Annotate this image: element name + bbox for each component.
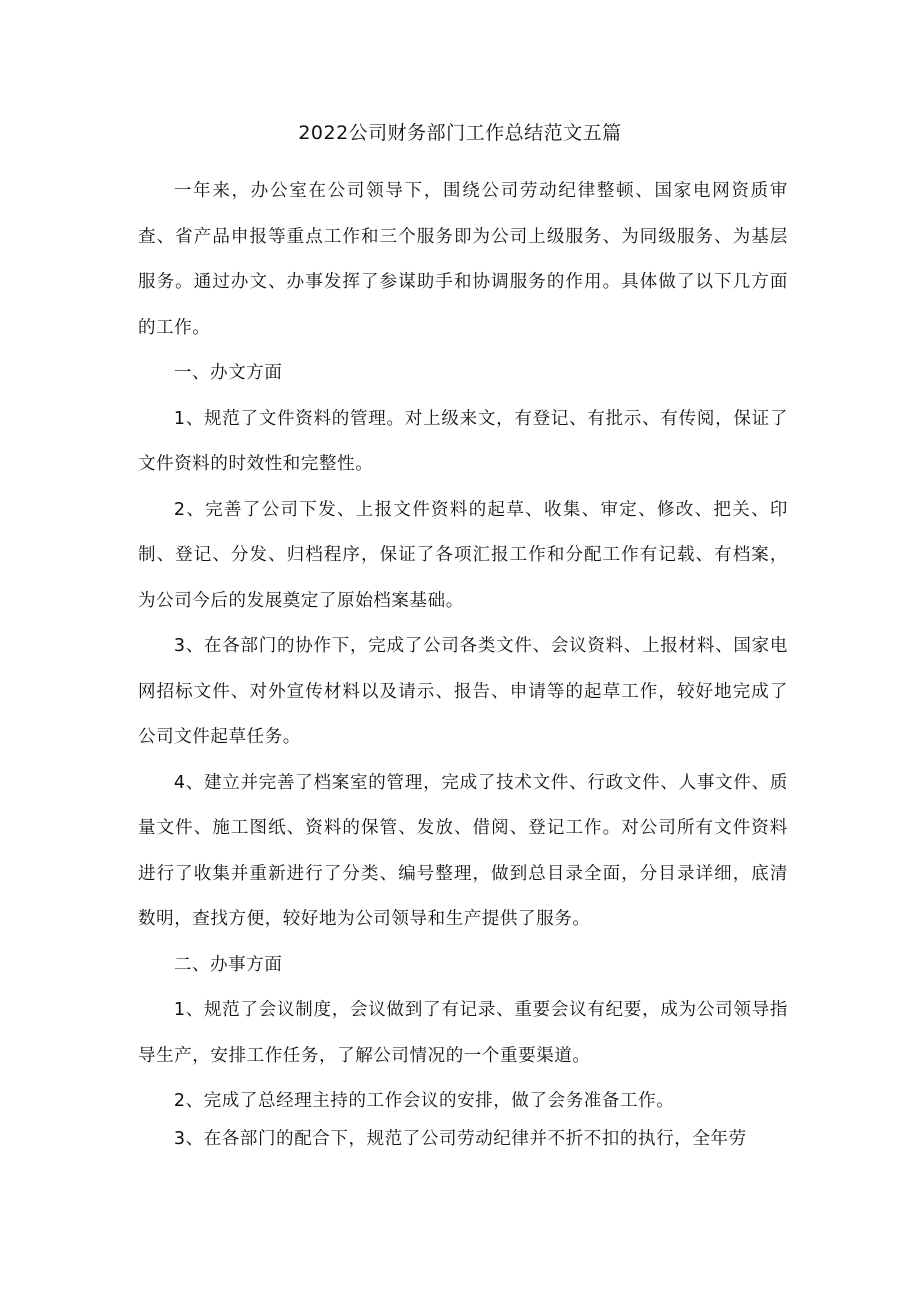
document-title: 2022公司财务部门工作总结范文五篇 [298,122,622,144]
intro-paragraph: 一年来，办公室在公司领导下，围绕公司劳动纪律整顿、国家电网资质审查、省产品申报等重点工作和三个服务即为公司上级服务、为同级服务、为基层服务。通过办文、办事发挥了参谋助手和协调服务的作用。具体做了以下几方面的工作。 [138,181,788,338]
section-heading-office-affairs: 二、办事方面 [173,954,283,975]
section1-item-1: 1、规范了文件资料的管理。对上级来文，有登记、有批示、有传阅，保证了文件资料的时效性和完整性。 [138,408,788,474]
section2-item-3: 3、在各部门的配合下，规范了公司劳动纪律并不折不扣的执行，全年劳 [173,1128,747,1149]
section-heading-office-documents: 一、办文方面 [173,363,283,383]
section1-item-2: 2、完善了公司下发、上报文件资料的起草、收集、审定、修改、把关、印制、登记、分发、归档程序，保证了各项汇报工作和分配工作有记载、有档案，为公司今后的发展奠定了原始档案基础。 [138,499,788,611]
section1-item-3: 3、在各部门的协作下，完成了公司各类文件、会议资料、上报材料、国家电网招标文件、对外宣传材料以及请示、报告、申请等的起草工作，较好地完成了公司文件起草任务。 [138,636,788,747]
document-body [138,169,788,1162]
section2-item-1: 1、规范了会议制度，会议做到了有记录、重要会议有纪要，成为公司领导指导生产，安排工作任务，了解公司情况的一个重要渠道。 [138,1000,788,1066]
section2-item-2: 2、完成了总经理主持的工作会议的安排，做了会务准备工作。 [173,1091,675,1111]
section1-item-4: 4、建立并完善了档案室的管理，完成了技术文件、行政文件、人事文件、质量文件、施工图纸、资料的保管、发放、借阅、登记工作。对公司所有文件资料进行了收集并重新进行了分类、编号整理，做到总目录全面，分目录详细，底清数明，查找方便，较好地为公司领导和生产提供了服务。 [138,772,788,929]
